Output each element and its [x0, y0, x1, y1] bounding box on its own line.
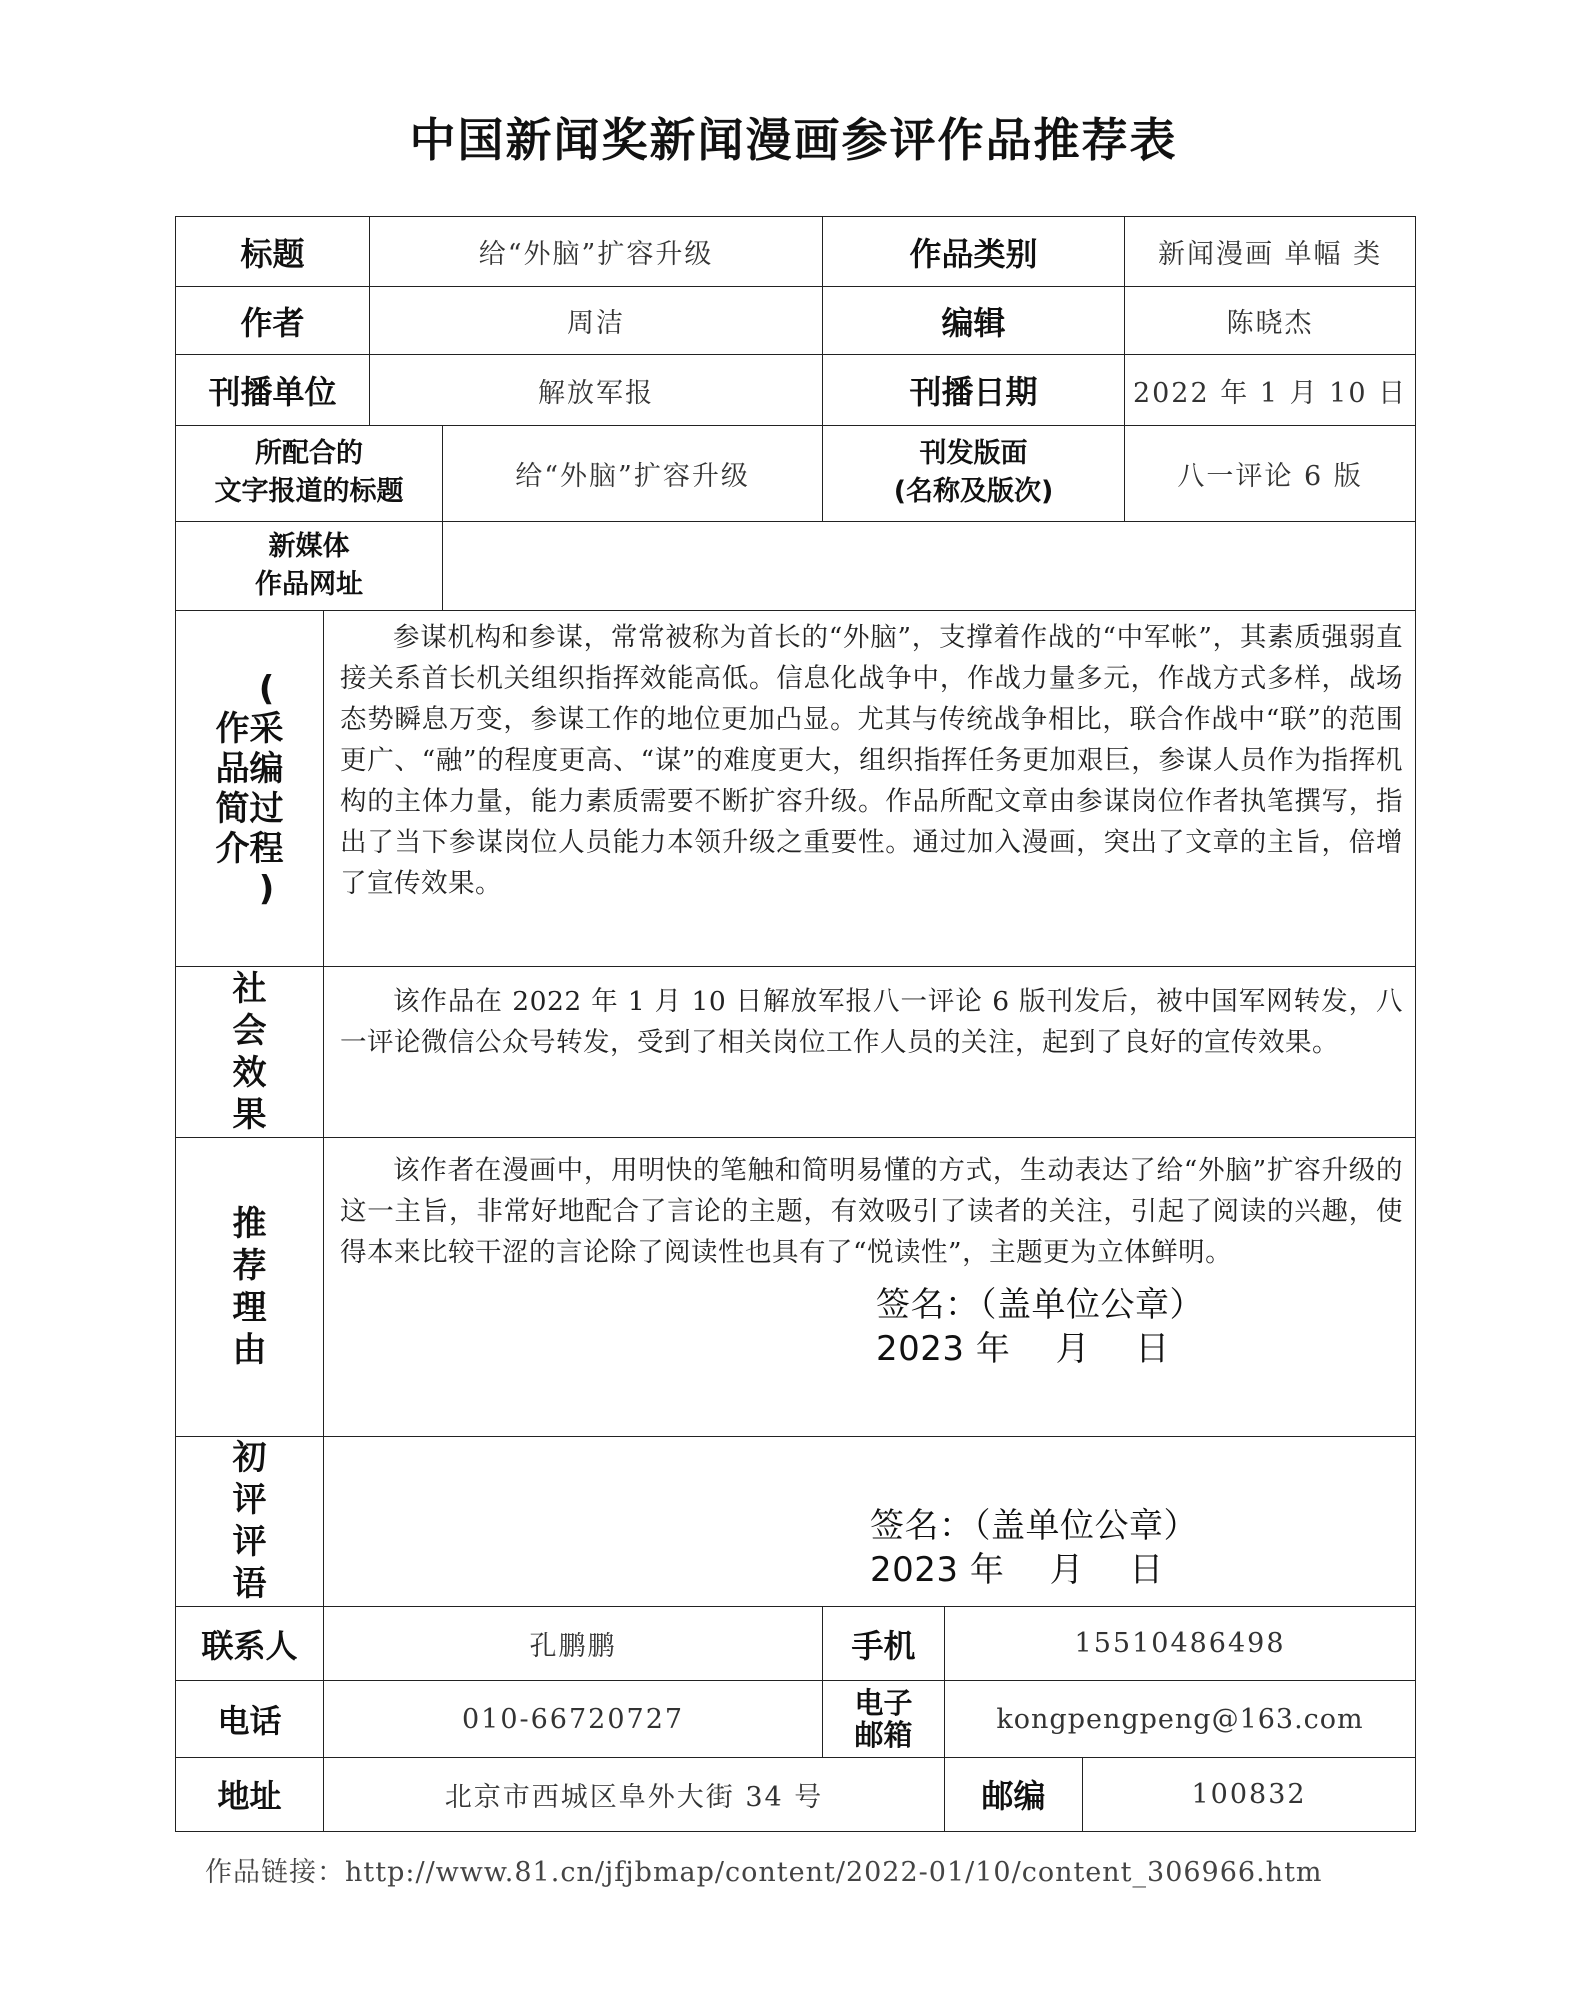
- row-publisher: [176, 355, 1416, 425]
- intro-label-main: [216, 709, 250, 869]
- effect-label-char: 效: [232, 1053, 267, 1094]
- related-title-label-line2: 文字报道的标题: [214, 476, 404, 508]
- editor-value: 陈晓杰: [1125, 287, 1416, 355]
- review-cell: [324, 1436, 1416, 1607]
- reason-date: 2023 年 月 日: [876, 1328, 1170, 1369]
- row-title: [176, 217, 1416, 287]
- contact-person-value: 孔鹏鹏: [324, 1607, 823, 1681]
- related-title-label-line1: 所配合的: [255, 438, 363, 470]
- review-label-char: 评: [232, 1480, 267, 1521]
- related-title-label: [176, 425, 443, 521]
- author-value: 周洁: [370, 287, 823, 355]
- review-label-char: 初: [232, 1438, 267, 1479]
- intro-label: [176, 611, 324, 967]
- title-label: 标题: [176, 217, 370, 287]
- date-value: 2022 年 1 月 10 日: [1125, 355, 1416, 425]
- intro-label-main-char: 品: [215, 748, 250, 789]
- effect-label-char: 会: [232, 1011, 267, 1052]
- page-label: [823, 425, 1125, 521]
- page-label-line2: (名称及版次): [893, 476, 1054, 508]
- mobile-value: 15510486498: [945, 1607, 1416, 1681]
- category-label: 作品类别: [823, 217, 1125, 287]
- publisher-label: 刊播单位: [176, 355, 370, 425]
- intro-label-sub-char: ): [258, 868, 275, 909]
- intro-label-main-char: 简: [215, 788, 250, 829]
- intro-label-main-char: 介: [215, 828, 250, 869]
- address-label: 地址: [176, 1757, 324, 1831]
- contact-person-label: 联系人: [176, 1607, 324, 1681]
- reason-label-char: 理: [232, 1287, 267, 1328]
- email-label: [823, 1681, 945, 1757]
- phone-value: 010-66720727: [324, 1681, 823, 1757]
- reason-text: 该作者在漫画中，用明快的笔触和简明易懂的方式，生动表达了给“外脑”扩容升级的这一主旨，非常好地配合了言论的主题，有效吸引了读者的关注，引起了阅读的兴趣，使得本来比较干涩的言论除了阅读性也具有了“悦读性”，主题更为立体鲜明。: [340, 1154, 1404, 1268]
- recommendation-form-table: [175, 216, 1416, 1832]
- address-value: 北京市西城区阜外大街 34 号: [324, 1757, 945, 1831]
- effect-label: [176, 967, 324, 1138]
- email-value: kongpengpeng@163.com: [945, 1681, 1416, 1757]
- review-signature: 签名：（盖单位公章）: [870, 1506, 1198, 1547]
- email-label-line1: 电子: [854, 1686, 913, 1721]
- reason-label-char: 由: [232, 1329, 267, 1370]
- url-label-line1: 新媒体: [268, 531, 350, 563]
- mobile-label: 手机: [823, 1607, 945, 1681]
- row-url: [176, 521, 1416, 610]
- url-label: [176, 521, 443, 610]
- page-value: 八一评论 6 版: [1125, 425, 1416, 521]
- row-reason: [176, 1137, 1416, 1436]
- review-label: [176, 1436, 324, 1607]
- phone-label: 电话: [176, 1681, 324, 1757]
- effect-label-char: 社: [232, 969, 267, 1010]
- effect-text: 该作品在 2022 年 1 月 10 日解放军报八一评论 6 版刊发后，被中国军网转发，八一评论微信公众号转发，受到了相关岗位工作人员的关注，起到了良好的宣传效果。: [324, 967, 1416, 1138]
- row-address: [176, 1757, 1416, 1831]
- reason-label-char: 荐: [232, 1245, 267, 1286]
- row-phone: [176, 1681, 1416, 1757]
- title-value: 给“外脑”扩容升级: [370, 217, 823, 287]
- reason-label-char: 推: [232, 1203, 267, 1244]
- author-label: 作者: [176, 287, 370, 355]
- review-signature-block: [870, 1504, 1403, 1592]
- zip-label: 邮编: [945, 1757, 1083, 1831]
- review-label-char: 语: [232, 1564, 267, 1605]
- row-effect: [176, 967, 1416, 1138]
- publisher-value: 解放军报: [370, 355, 823, 425]
- review-date: 2023 年 月 日: [870, 1550, 1164, 1591]
- page-title: 中国新闻奖新闻漫画参评作品推荐表: [409, 113, 1178, 167]
- intro-text: 参谋机构和参谋，常常被称为首长的“外脑”，支撑着作战的“中军帐”，其素质强弱直接关系首长机关组织指挥效能高低。信息化战争中，作战力量多元，作战方式多样，战场态势瞬息万变，参谋工作的地位更加凸显。尤其与传统战争相比，联合作战中“联”的范围更广、“融”的程度更高、“谋”的难度更大，组织指挥任务更加艰巨，参谋人员作为指挥机构的主体力量，能力素质需要不断扩容升级。作品所配文章由参谋岗位作者执笔撰写，指出了当下参谋岗位人员能力本领升级之重要性。通过加入漫画，突出了文章的主旨，倍增了宣传效果。: [324, 611, 1416, 967]
- row-author: [176, 287, 1416, 355]
- row-review: [176, 1436, 1416, 1607]
- review-label-char: 评: [232, 1522, 267, 1563]
- page-label-line1: 刊发版面: [919, 438, 1028, 470]
- category-value: 新闻漫画 单幅 类: [1125, 217, 1416, 287]
- reason-label: [176, 1137, 324, 1436]
- intro-label-sub-char: 编: [249, 748, 284, 789]
- reason-signature-block: [876, 1283, 1403, 1371]
- row-contact: [176, 1607, 1416, 1681]
- row-intro: [176, 611, 1416, 967]
- intro-label-sub-char: 过: [249, 788, 284, 829]
- email-label-line2: 邮箱: [854, 1718, 913, 1753]
- url-label-line2: 作品网址: [255, 569, 363, 601]
- date-label: 刊播日期: [823, 355, 1125, 425]
- effect-label-char: 果: [232, 1095, 267, 1136]
- work-link[interactable]: 作品链接：http://www.81.cn/jfjbmap/content/2022-01/10/content_306966.htm: [205, 1857, 1323, 1888]
- url-value: [443, 521, 1416, 610]
- zip-value: 100832: [1083, 1757, 1416, 1831]
- reason-cell: [324, 1137, 1416, 1436]
- related-title-value: 给“外脑”扩容升级: [443, 425, 823, 521]
- intro-label-sub-char: (: [258, 668, 275, 709]
- intro-label-sub-char: 程: [249, 828, 284, 869]
- editor-label: 编辑: [823, 287, 1125, 355]
- reason-signature: 签名：（盖单位公章）: [876, 1284, 1204, 1325]
- intro-label-sub: [250, 669, 284, 909]
- row-related: [176, 425, 1416, 521]
- intro-label-sub-char: 采: [249, 708, 284, 749]
- intro-label-main-char: 作: [215, 708, 250, 749]
